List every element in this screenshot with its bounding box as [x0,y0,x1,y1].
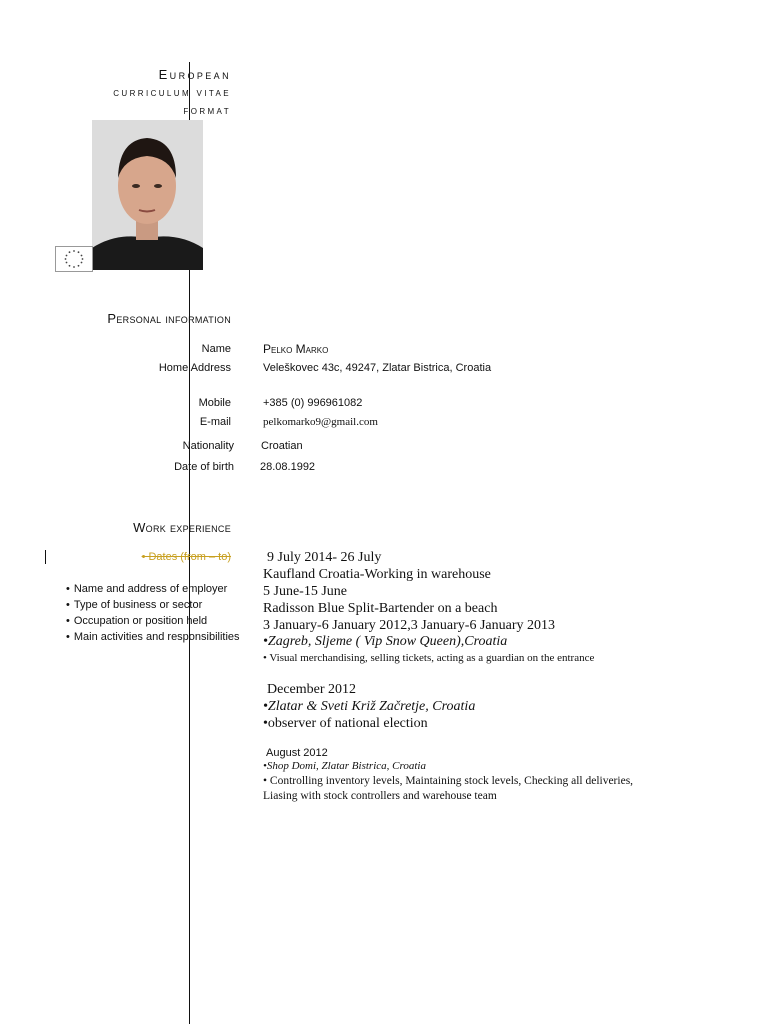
mobile-label: Mobile [198,397,231,409]
dob-label: Date of birth [174,461,234,473]
work-line-14: Liasing with stock controllers and warehouse team [263,790,497,802]
mobile-value: +385 (0) 996961082 [263,397,363,409]
section-personal-information: Personal information [107,311,231,326]
work-line-11: August 2012 [266,747,328,759]
work-line-10: •observer of national election [263,716,428,731]
work-line-9: •Zlatar & Sveti Križ Začretje, Croatia [263,699,476,714]
business-label: • Type of business or sector [66,599,202,611]
address-value: Veleškovec 43c, 49247, Zlatar Bistrica, Croatia [263,362,492,374]
email-label: E-mail [199,416,231,428]
text-cursor [45,550,46,564]
work-line-8: December 2012 [267,682,357,697]
work-line-7: • Visual merchandising, selling tickets, acting as a guardian on the entrance [263,652,595,664]
activities-label: • Main activities and responsibilities [66,631,240,643]
dob-value: 28.08.1992 [260,461,316,473]
title-line-1: European [158,67,231,82]
section-work-experience: Work experience [133,520,231,535]
work-line-2: Kaufland Croatia-Working in warehouse [263,567,491,582]
name-label: Name [201,343,231,355]
work-line-6: •Zagreb, Sljeme ( Vip Snow Queen),Croatia [263,634,508,649]
profile-photo [92,120,203,270]
work-line-3: 5 June-15 June [263,584,347,599]
name-value: Pelko Marko [263,342,329,356]
nationality-value: Croatian [261,440,303,452]
work-line-12: •Shop Domi, Zlatar Bistrica, Croatia [263,760,426,772]
work-line-1: 9 July 2014- 26 July [267,550,382,565]
eu-flag-icon [55,246,93,272]
work-line-5: 3 January-6 January 2012,3 January-6 January 2013 [263,618,555,633]
work-line-4: Radisson Blue Split-Bartender on a beach [263,601,498,616]
work-line-13: • Controlling inventory levels, Maintaining stock levels, Checking all deliveries, [263,775,634,787]
title-line-3: format [183,105,231,117]
nationality-label: Nationality [182,440,234,452]
email-value[interactable]: pelkomarko9@gmail.com [263,416,378,428]
employer-label: • Name and address of employer [66,583,227,595]
occupation-label: • Occupation or position held [66,615,207,627]
dates-label: • Dates (from – to) [141,551,231,563]
title-line-2: curriculum vitae [113,87,231,99]
address-label: Home Address [158,362,231,374]
